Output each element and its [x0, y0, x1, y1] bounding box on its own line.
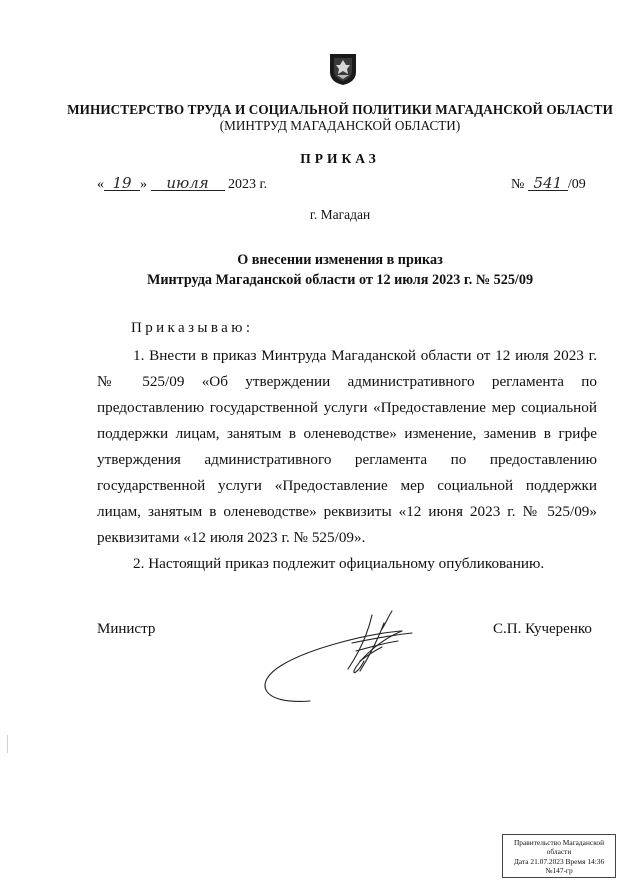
- order-item-1: 1. Внести в приказ Минтруда Магаданской области от 12 июля 2023 г. № 525/09 «Об утверждении административного регламента по предоставлению государственной услуги «Предоставление мер социальной поддержки лицам, занятым в оленеводстве» изменение, заменив в грифе утверждения административного регламента по предоставлению государственной услуги «Предоставление мер социальной поддержки лицам, занятым в оленеводстве» реквизиты «12 июня 2023 г. № 525/09» реквизитами «12 июля 2023 г. № 525/09».: [97, 347, 597, 546]
- ministry-short-name: (МИНТРУД МАГАДАНСКОЙ ОБЛАСТИ): [219, 118, 461, 133]
- order-date: [97, 176, 267, 193]
- subject-line-1: О внесении изменения в приказ: [237, 252, 443, 268]
- stamp-line-4: №147-гр: [545, 866, 573, 876]
- date-open-quote: «: [97, 177, 104, 192]
- coat-of-arms-icon: [328, 52, 358, 86]
- orders-word: Приказываю:: [131, 320, 254, 336]
- order-body: [97, 343, 597, 577]
- number-prefix: №: [511, 177, 525, 192]
- number-suffix: /09: [567, 177, 586, 192]
- registration-stamp: [502, 834, 616, 878]
- date-year: 2023 г.: [228, 177, 268, 192]
- order-number: [511, 176, 586, 193]
- subject-line-2: Минтруда Магаданской области от 12 июля 2023 г. № 525/09: [146, 272, 534, 288]
- city: г. Магадан: [309, 207, 371, 222]
- date-close-quote: »: [140, 177, 147, 192]
- ministry-full-name: МИНИСТЕРСТВО ТРУДА И СОЦИАЛЬНОЙ ПОЛИТИКИ МАГАДАНСКОЙ ОБЛАСТИ: [67, 102, 613, 117]
- stamp-line-1: Правительство Магаданской: [513, 838, 605, 847]
- stamp-line-2: области: [546, 847, 572, 857]
- date-month: июля: [151, 176, 225, 191]
- handwritten-signature: [252, 603, 422, 708]
- signatory-position: Министр: [97, 621, 156, 637]
- date-day: 19: [104, 176, 140, 191]
- order-subject: [40, 250, 640, 290]
- number-value: 541: [528, 176, 568, 191]
- signatory-name: С.П. Кучеренко: [493, 621, 592, 637]
- document-type-title: ПРИКАЗ: [300, 151, 380, 166]
- order-item-2: 2. Настоящий приказ подлежит официальному опубликованию.: [133, 555, 545, 572]
- stamp-line-3: Дата 21.07.2023 Время 14:36: [513, 856, 605, 866]
- scan-edge-mark: [7, 735, 8, 753]
